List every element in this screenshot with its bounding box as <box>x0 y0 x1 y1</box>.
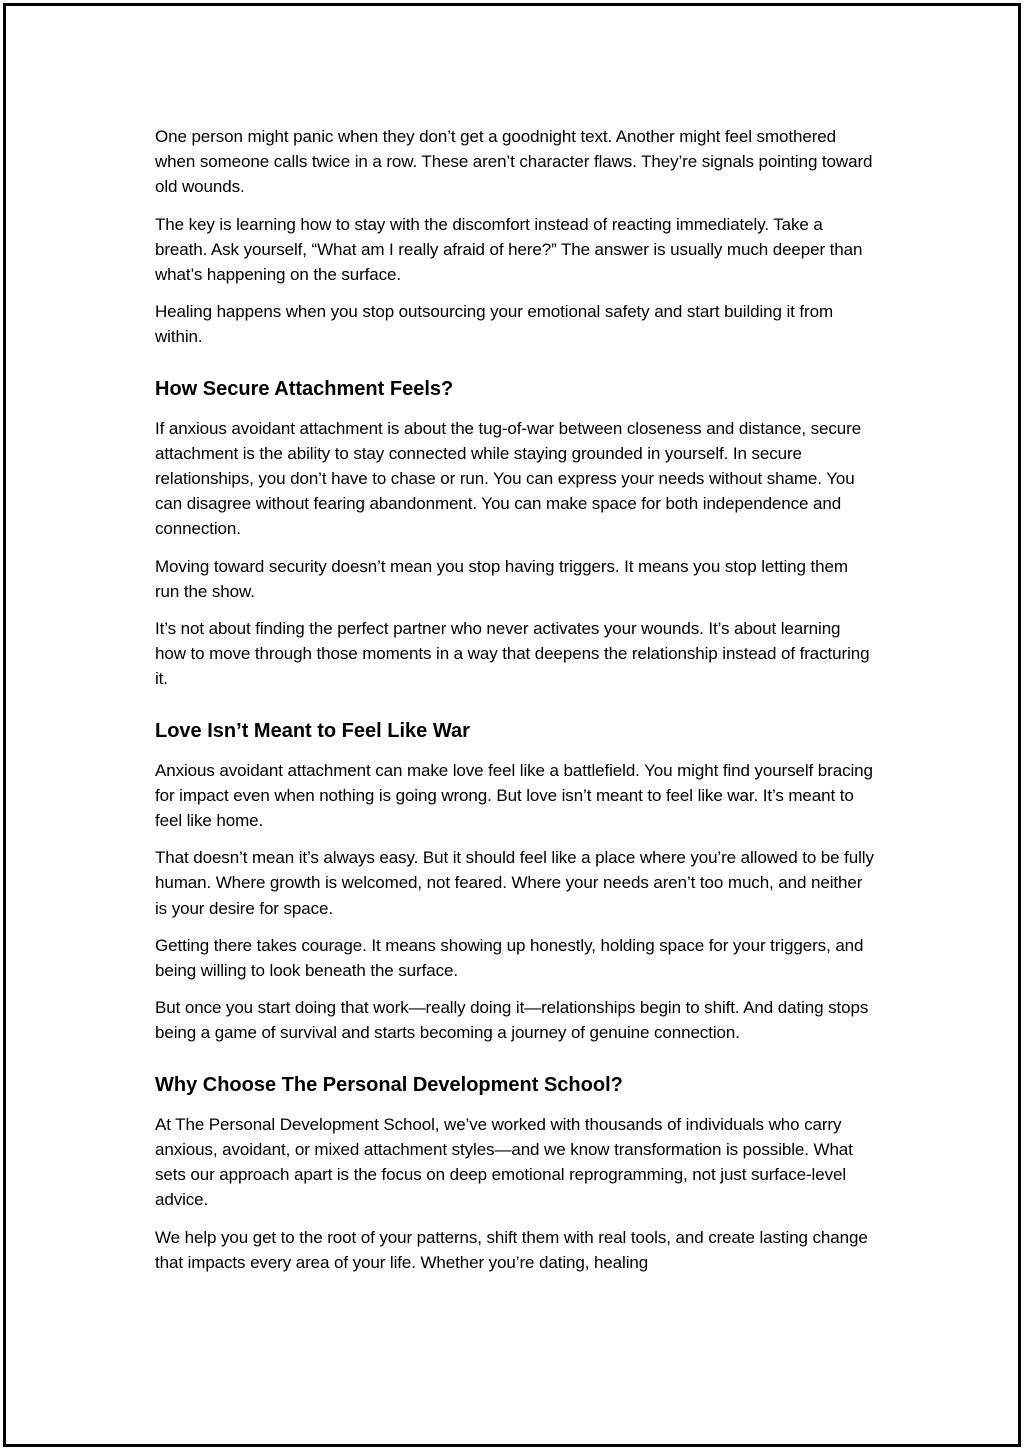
paragraph: One person might panic when they don’t get a goodnight text. Another might feel smothered when someone calls twice in a row. These aren’t character flaws. They’re signals pointing toward old wounds. <box>155 127 873 197</box>
document-body <box>155 124 875 1287</box>
paragraph: The key is learning how to stay with the discomfort instead of reacting immediately. Take a breath. Ask yourself, “What am I really afraid of here?” The answer is usually much deeper than what’s happening on the surface. <box>155 214 863 285</box>
paragraph: But once you start doing that work—really doing it—relationships begin to shift. And dating stops being a game of survival and starts becoming a journey of genuine connection. <box>155 998 869 1043</box>
paragraph: Healing happens when you stop outsourcing your emotional safety and start building it from within. <box>155 302 834 347</box>
section-heading: Why Choose The Personal Development School? <box>155 1073 623 1096</box>
paragraph: Anxious avoidant attachment can make love feel like a battlefield. You might find yourself bracing for impact even when nothing is going wrong. But love isn’t meant to feel like war. It’s meant to feel like home. <box>155 760 873 831</box>
paragraph: At The Personal Development School, we’ve worked with thousands of individuals who carry anxious, avoidant, or mixed attachment styles—and we know transformation is possible. What sets our approach apart is the focus on deep emotional reprogramming, not just surface-level advice. <box>155 1114 853 1210</box>
paragraph: Getting there takes courage. It means showing up honestly, holding space for your triggers, and being willing to look beneath the surface. <box>155 935 864 981</box>
paragraph: If anxious avoidant attachment is about the tug-of-war between closeness and distance, secure attachment is the ability to stay connected while staying grounded in yourself. In secure relationships, you don’t have to chase or run. You can express your needs without shame. You can disagree without fearing abandonment. You can make space for both independence and connection. <box>155 418 862 539</box>
paragraph: We help you get to the root of your patterns, shift them with real tools, and create lasting change that impacts every area of your life. Whether you’re dating, healing <box>155 1227 868 1272</box>
paragraph: It’s not about finding the perfect partner who never activates your wounds. It’s about learning how to move through those moments in a way that deepens the relationship instead of fracturing it. <box>155 619 870 689</box>
paragraph: Moving toward security doesn’t mean you stop having triggers. It means you stop letting them run the show. <box>155 556 848 601</box>
section-heading: How Secure Attachment Feels? <box>155 377 454 400</box>
paragraph: That doesn’t mean it’s always easy. But it should feel like a place where you’re allowed to be fully human. Where growth is welcomed, not feared. Where your needs aren’t too much, and neither is your desire for space. <box>155 848 874 918</box>
section-heading: Love Isn’t Meant to Feel Like War <box>155 719 470 742</box>
